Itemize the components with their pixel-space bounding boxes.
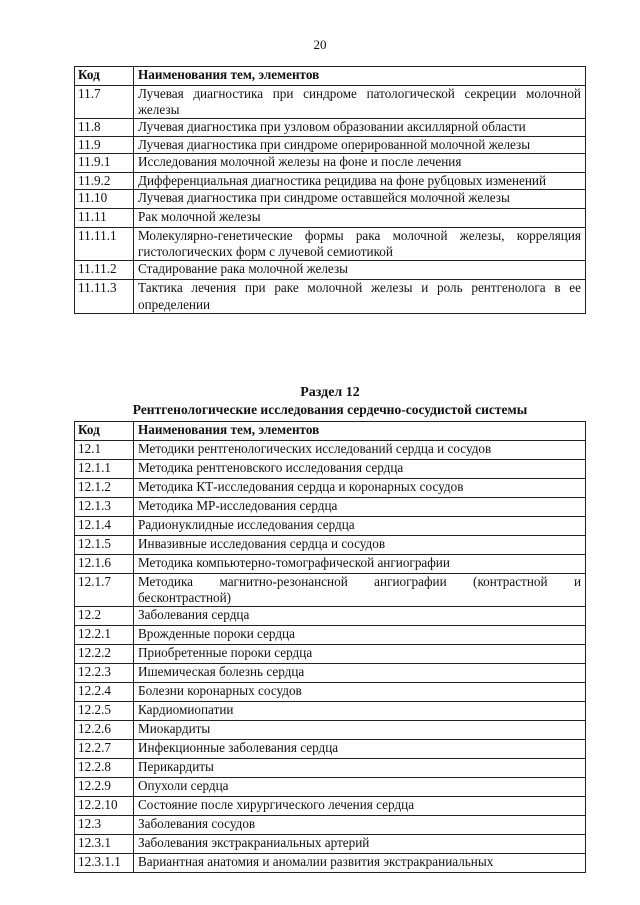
row-name: Лучевая диагностика при синдроме оставшейся молочной железы [134,190,586,209]
table-row [75,119,586,136]
row-name: Состояние после хирургического лечения сердца [134,797,586,816]
row-name: Кардиомиопатии [134,702,586,721]
table-row [75,797,586,816]
row-code: 12.2.3 [75,664,134,683]
table-body [75,86,586,314]
row-code: 12.1.3 [75,498,134,517]
table-row [75,209,586,228]
row-name: Вариантная анатомия и аномалии развития экстракраниальных [134,854,586,873]
row-code: 12.1.6 [75,555,134,574]
column-header-code: Код [75,67,134,86]
row-code: 11.11 [75,209,134,228]
row-name: Лучевая диагностика при синдроме патологической секреции молочной железы [134,86,586,119]
table-row [75,574,586,607]
table-row [75,645,586,664]
row-name: Врожденные пороки сердца [134,626,586,645]
row-name: Лучевая диагностика при узловом образовании аксиллярной области [134,119,586,136]
topics-table-section-11 [74,66,586,314]
row-name: Методика рентгеновского исследования сердца [134,460,586,479]
table-row [75,835,586,854]
row-name: Инвазивные исследования сердца и сосудов [134,536,586,555]
table-header-row [75,67,586,86]
row-code: 12.2.2 [75,645,134,664]
table-row [75,721,586,740]
row-code: 12.3.1 [75,835,134,854]
section-heading [74,384,586,418]
row-name: Ишемическая болезнь сердца [134,664,586,683]
row-code: 12.1.2 [75,479,134,498]
table-row [75,555,586,574]
row-code: 12.1.1 [75,460,134,479]
table-row [75,517,586,536]
row-name: Болезни коронарных сосудов [134,683,586,702]
row-name: Инфекционные заболевания сердца [134,740,586,759]
row-name: Заболевания сосудов [134,816,586,835]
row-code: 12.2.9 [75,778,134,797]
topics-table-section-12 [74,421,586,873]
row-name: Опухоли сердца [134,778,586,797]
table-row [75,854,586,873]
table-row [75,740,586,759]
row-code: 12.1 [75,441,134,460]
table-row [75,536,586,555]
row-code: 12.2.10 [75,797,134,816]
table-row [75,498,586,517]
table-row [75,136,586,153]
row-code: 12.2.5 [75,702,134,721]
row-code: 12.2.6 [75,721,134,740]
row-code: 12.1.5 [75,536,134,555]
row-code: 12.2.7 [75,740,134,759]
row-name: Методика МР-исследования сердца [134,498,586,517]
row-name: Стадирование рака молочной железы [134,261,586,280]
table-row [75,759,586,778]
row-code: 11.11.1 [75,228,134,261]
row-code: 12.1.7 [75,574,134,607]
row-code: 11.9 [75,136,134,153]
row-code: 12.2 [75,607,134,626]
section-label: Раздел 12 [300,385,360,400]
row-name: Методика компьютерно-томографической ангиографии [134,555,586,574]
row-code: 11.7 [75,86,134,119]
table-row [75,261,586,280]
row-name: Тактика лечения при раке молочной железы и роль рентгенолога в ее определении [134,280,586,313]
table-row [75,228,586,261]
column-header-name: Наименования тем, элементов [134,67,586,86]
table-row [75,460,586,479]
section-title: Рентгенологические исследования сердечно-сосудистой системы [132,402,528,417]
table-row [75,778,586,797]
row-name: Методика КТ-исследования сердца и коронарных сосудов [134,479,586,498]
table-row [75,607,586,626]
row-name: Приобретенные пороки сердца [134,645,586,664]
column-header-code: Код [75,422,134,441]
table-row [75,816,586,835]
table-row [75,280,586,313]
table-row [75,683,586,702]
column-header-name: Наименования тем, элементов [134,422,586,441]
table-row [75,153,586,172]
row-code: 11.11.3 [75,280,134,313]
row-name: Методика магнитно-резонансной ангиографии (контрастной и бесконтрастной) [134,574,586,607]
row-name: Заболевания сердца [134,607,586,626]
row-name: Рак молочной железы [134,209,586,228]
row-name: Исследования молочной железы на фоне и после лечения [134,153,586,172]
row-code: 12.1.4 [75,517,134,536]
row-name: Лучевая диагностика при синдроме оперированной молочной железы [134,136,586,153]
row-name: Молекулярно-генетические формы рака молочной железы, корреляция гистологических форм с лучевой семиотикой [134,228,586,261]
row-code: 12.3.1.1 [75,854,134,873]
table-body [75,441,586,873]
row-code: 11.11.2 [75,261,134,280]
row-code: 11.9.2 [75,172,134,189]
table-row [75,479,586,498]
row-code: 11.10 [75,190,134,209]
table-row [75,172,586,189]
row-name: Заболевания экстракраниальных артерий [134,835,586,854]
row-name: Дифференциальная диагностика рецидива на фоне рубцовых изменений [134,172,586,189]
table-row [75,86,586,119]
table-row [75,626,586,645]
table-row [75,441,586,460]
row-name: Миокардиты [134,721,586,740]
row-name: Перикардиты [134,759,586,778]
page-number: 20 [313,37,327,52]
row-name: Радионуклидные исследования сердца [134,517,586,536]
row-code: 12.2.4 [75,683,134,702]
row-code: 12.2.1 [75,626,134,645]
row-code: 11.8 [75,119,134,136]
row-code: 12.3 [75,816,134,835]
table-header-row [75,422,586,441]
row-code: 12.2.8 [75,759,134,778]
table-row [75,664,586,683]
table-row [75,190,586,209]
row-name: Методики рентгенологических исследований сердца и сосудов [134,441,586,460]
table-row [75,702,586,721]
row-code: 11.9.1 [75,153,134,172]
